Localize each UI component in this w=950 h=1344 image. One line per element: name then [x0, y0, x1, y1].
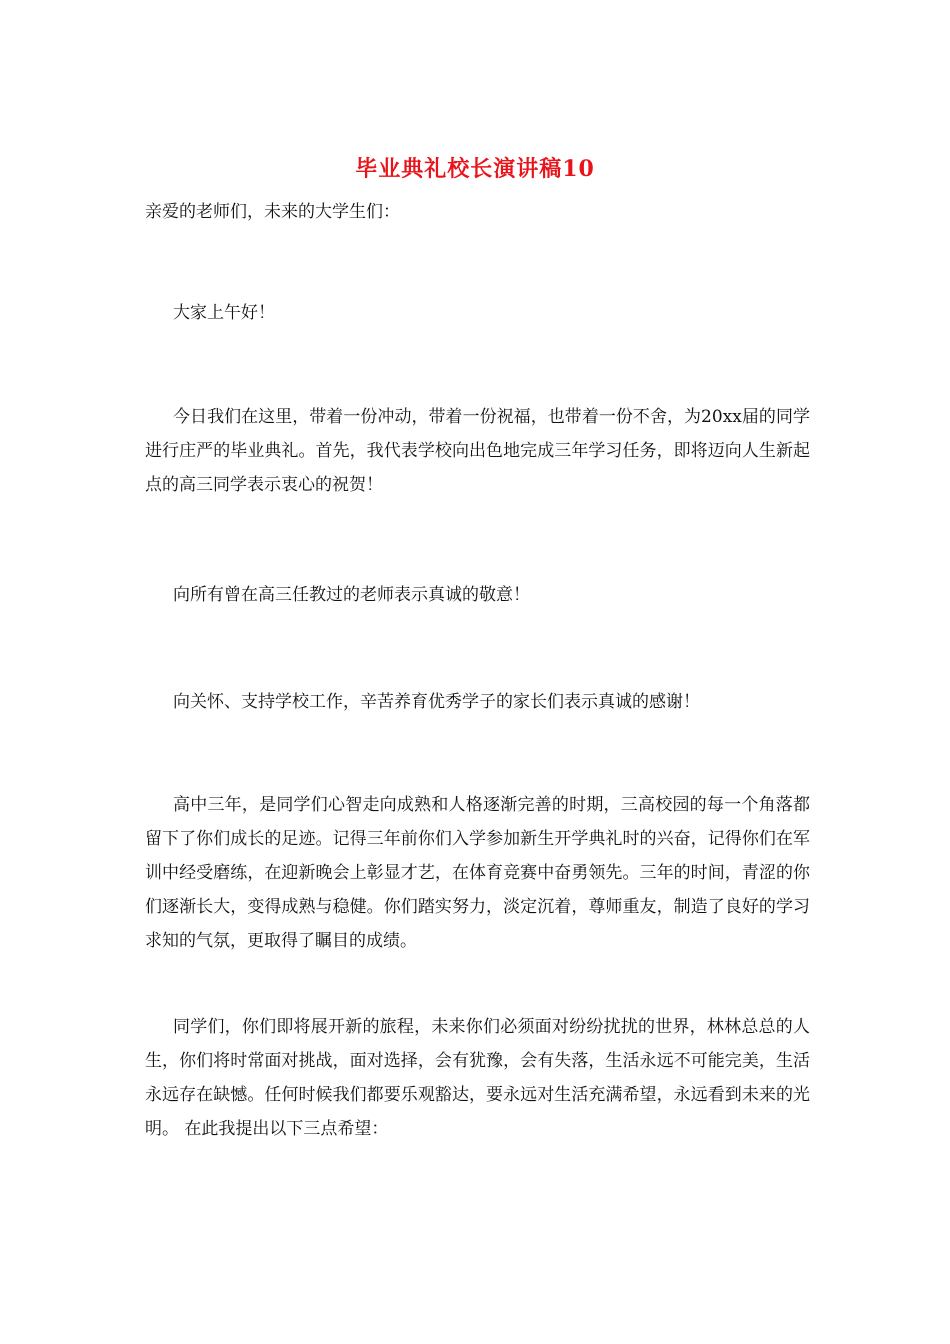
document-title: 毕业典礼校长演讲稿10: [355, 156, 595, 182]
paragraph-parents-thanks: 向关怀、支持学校工作，辛苦养育优秀学子的家长们表示真诚的感谢！: [173, 692, 700, 712]
greeting-line: 亲爱的老师们，未来的大学生们：: [145, 202, 400, 222]
paragraph-greeting: 大家上午好！: [173, 303, 275, 323]
paragraph-opening: 今日我们在这里，带着一份冲动，带着一份祝福，也带着一份不舍，为20xx届的同学进行庄严的毕业典礼。首先，我代表学校向出色地完成三年学习任务，即将迈向人生新起点的高三同学表示衷心的祝贺！: [145, 407, 810, 495]
paragraph-new-journey: 同学们，你们即将展开新的旅程，未来你们必须面对纷纷扰扰的世界，林林总总的人生，你们将时常面对挑战，面对选择，会有犹豫，会有失落，生活永远不可能完美，生活永远存在缺憾。任何时候我们都要乐观豁达，要永远对生活充满希望，永远看到未来的光明。 在此我提出以下三点希望：: [145, 1017, 810, 1139]
paragraph-teachers-thanks: 向所有曾在高三任教过的老师表示真诚的敬意！: [173, 585, 530, 605]
paragraph-three-years: 高中三年，是同学们心智走向成熟和人格逐渐完善的时期，三高校园的每一个角落都留下了你们成长的足迹。记得三年前你们入学参加新生开学典礼时的兴奋，记得你们在军训中经受磨练，在迎新晚会上彰显才艺，在体育竞赛中奋勇领先。三年的时间，青涩的你们逐渐长大，变得成熟与稳健。你们踏实努力，淡定沉着，尊师重友，制造了良好的学习求知的气氛，更取得了瞩目的成绩。: [145, 795, 810, 951]
